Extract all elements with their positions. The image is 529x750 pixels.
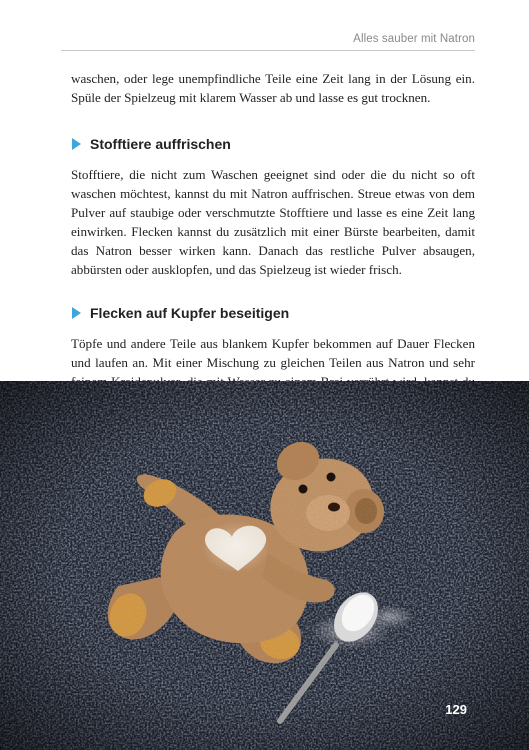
text-column — [71, 69, 475, 429]
header-rule — [61, 50, 475, 51]
heading-kupfer-label: Flecken auf Kupfer beseitigen — [90, 305, 290, 321]
triangle-right-icon — [72, 138, 81, 150]
photo-illustration — [0, 381, 529, 750]
heading-kupfer — [71, 305, 475, 321]
heading-stofftiere — [71, 136, 475, 152]
triangle-right-icon — [72, 307, 81, 319]
paragraph-intro: waschen, oder lege unempfindliche Teile eine Zeit lang in der Lösung ein. Spüle der Spielzeug mit klarem Wasser ab und lasse es gut trocknen. — [71, 71, 475, 105]
teddy-bear-photo — [0, 381, 529, 750]
running-head: Alles sauber mit Natron — [353, 33, 475, 45]
paragraph-stofftiere: Stofftiere, die nicht zum Waschen geeignet sind oder die du nicht so oft waschen möchtest, kannst du mit Natron auffrischen. Streue etwas von dem Pulver auf staubige oder verschmutzte Stofftiere und lasse es eine Zeit lang einwirken. Flecken kannst du zusätzlich mit einer Bürste bearbeiten, damit das Natron besser wirken kann. Danach das restliche Pulver absaugen, abbürsten oder ausklopfen, und das Spielzeug ist wieder frisch. — [71, 167, 475, 277]
heading-stofftiere-label: Stofftiere auffrischen — [90, 136, 231, 152]
page-number: 129 — [445, 702, 467, 717]
paragraph-kupfer: Töpfe und andere Teile aus blankem Kupfer bekommen auf Dauer Flecken und laufen an. Mit einer Mischung zu gleichen Teilen aus Natron und sehr — [71, 336, 475, 370]
